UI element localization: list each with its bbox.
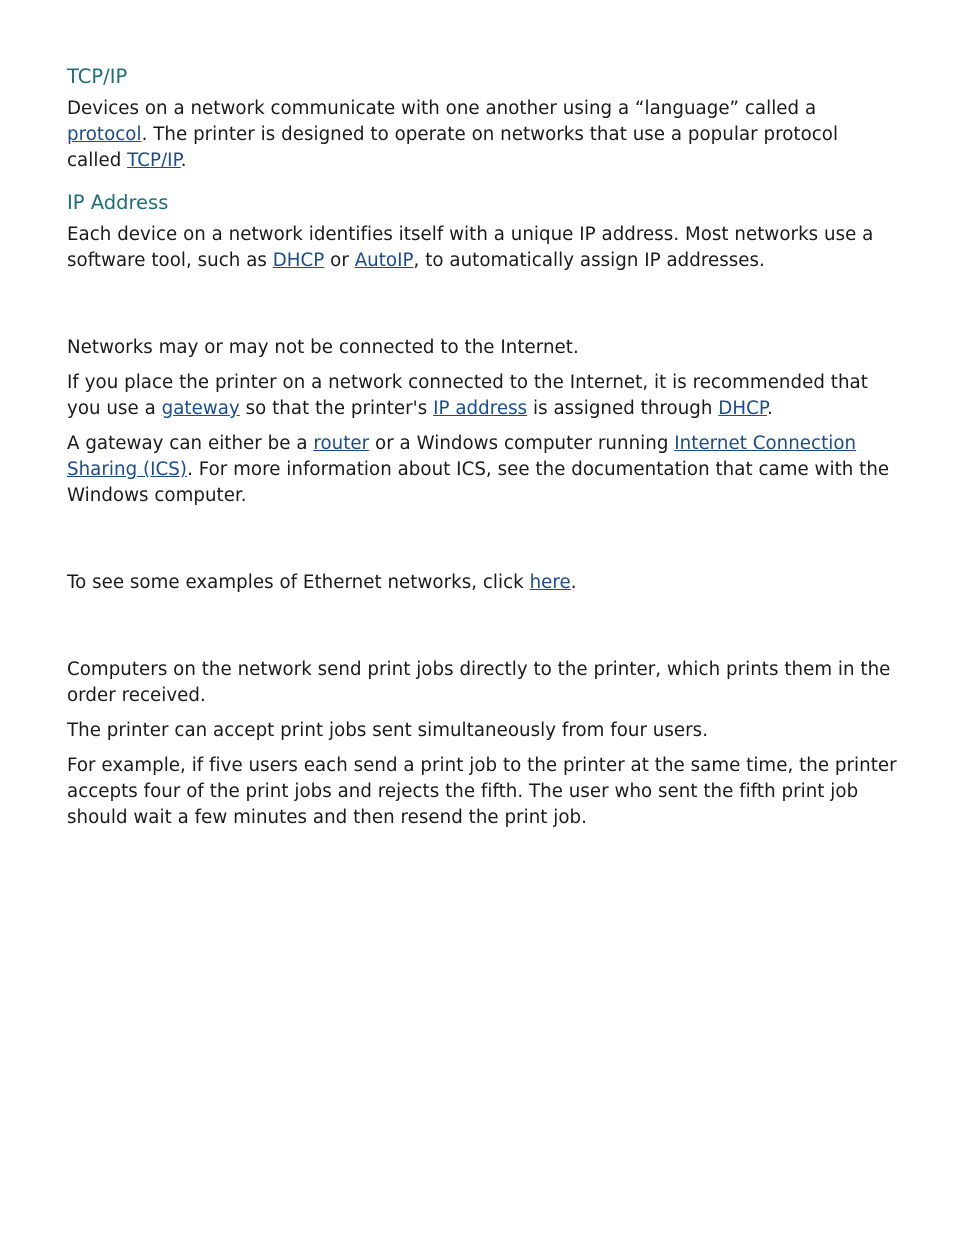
link-autoip[interactable]: AutoIP (354, 250, 414, 271)
text-span: Devices on a network communicate with one another using a “language” called a (67, 98, 817, 119)
paragraph-printing-order: Computers on the network send print jobs directly to the printer, which prints them in the order received. (67, 659, 891, 706)
document-page (67, 64, 897, 840)
text-span: is assigned through (527, 398, 719, 419)
paragraph-ip-address (67, 222, 897, 274)
link-router[interactable]: router (313, 433, 370, 454)
text-span: A gateway can either be a (67, 433, 314, 454)
text-span: or a Windows computer running (369, 433, 675, 454)
text-span: Each device on a network identifies itself with a unique IP address. Most networks use a software tool, such as (67, 224, 874, 271)
paragraph-tcpip (67, 96, 897, 174)
link-ip-address[interactable]: IP address (433, 398, 528, 419)
paragraph-internet-gateway (67, 370, 897, 422)
paragraph-printing-limit: The printer can accept print jobs sent simultaneously from four users. (67, 720, 709, 741)
link-tcpip[interactable]: TCP/IP (127, 150, 181, 171)
heading-ip-address: IP Address (67, 191, 169, 214)
link-dhcp[interactable]: DHCP (272, 250, 325, 271)
paragraph-examples (67, 570, 897, 596)
text-span: To see some examples of Ethernet networks, click (67, 572, 530, 593)
text-span: . (570, 572, 577, 593)
text-span: . For more information about ICS, see the documentation that came with the Windows computer. (67, 459, 890, 506)
text-span: , to automatically assign IP addresses. (413, 250, 765, 271)
link-gateway[interactable]: gateway (161, 398, 240, 419)
text-span: If you place the printer on a network connected to the Internet, it is recommended that you use a (67, 372, 868, 419)
text-span: . The printer is designed to operate on networks that use a popular protocol called (67, 124, 839, 171)
text-span: so that the printer's (239, 398, 434, 419)
paragraph-internet-intro: Networks may or may not be connected to the Internet. (67, 337, 579, 358)
link-protocol[interactable]: protocol (67, 124, 142, 145)
link-here[interactable]: here (529, 572, 571, 593)
text-span: or (324, 250, 355, 271)
link-dhcp-2[interactable]: DHCP (718, 398, 768, 419)
heading-tcpip: TCP/IP (67, 65, 128, 88)
text-span: . (180, 150, 187, 171)
text-span: . (767, 398, 773, 419)
paragraph-printing-example: For example, if five users each send a print job to the printer at the same time, the printer accepts four of the print jobs and rejects the fifth. The user who sent the fifth print job should wait a few minutes and then resend the print job. (67, 755, 897, 828)
link-ics[interactable]: Internet Connection Sharing (ICS) (67, 433, 857, 480)
paragraph-internet-ics (67, 431, 897, 509)
